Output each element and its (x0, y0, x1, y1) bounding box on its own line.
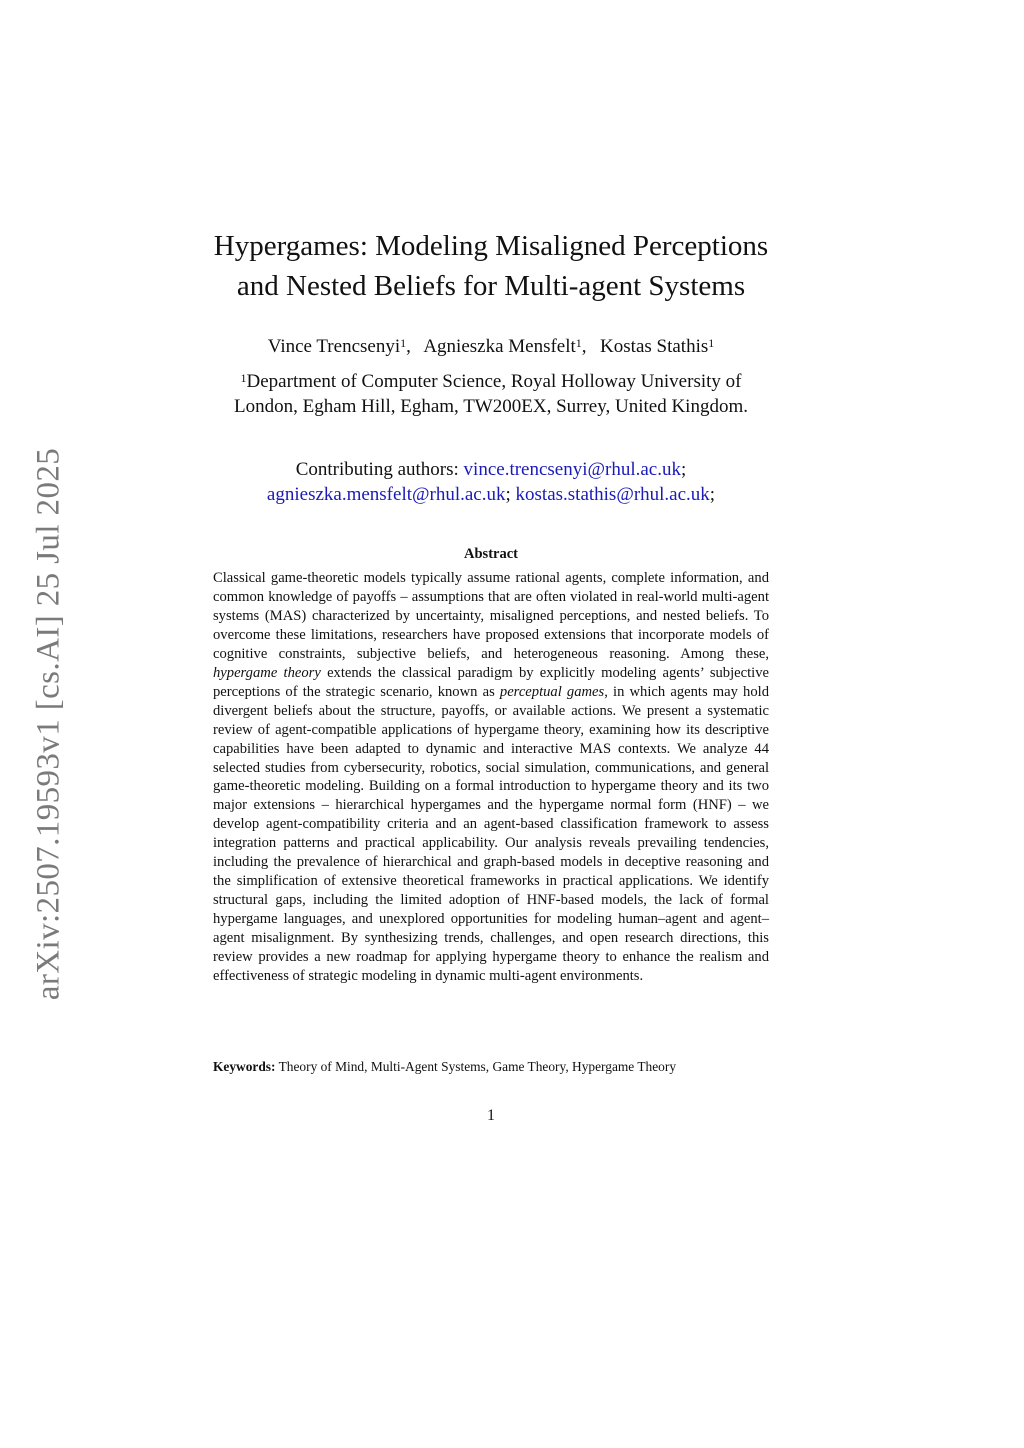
author-affiliation-marker: 1 (575, 336, 582, 350)
author-name: Vince Trencsenyi (267, 336, 401, 357)
arxiv-identifier-text: arXiv:2507.19593v1 [cs.AI] 25 Jul 2025 (30, 447, 67, 1001)
abstract-body: Classical game-theoretic models typically assume rational agents, complete information, and common knowledge of payoffs – assumptions that are often violated in real-world multi-agent systems (MAS) characterized by uncertainty, misaligned perceptions, and nested beliefs. To overcome these limitations, researchers have proposed extensions that incorporate models of cognitive constraints, subjective beliefs, and heterogeneous reasoning. Among these, hypergame theory extends the classical paradigm by explicitly modeling agents’ subjective perceptions of the strategic scenario, known as perceptual games, in which agents may hold divergent beliefs about the structure, payoffs, or available actions. We present a systematic review of agent-compatible applications of hypergame theory, examining how its descriptive capabilities have been adapted to dynamic and interactive MAS contexts. We analyze 44 selected studies from cybersecurity, robotics, social simulation, communications, and general game-theoretic modeling. Building on a formal introduction to hypergame theory and its two major extensions – hierarchical hypergames and the hypergame normal form (HNF) – we develop agent-compatibility criteria and an agent-based classification framework to assess integration patterns and practical applicability. Our analysis reveals prevailing tendencies, including the prevalence of hierarchical and graph-based models in deceptive reasoning and the simplification of extensive theoretical frameworks in practical applications. We identify structural gaps, including the limited adoption of HNF-based models, the lack of formal hypergame languages, and unexplored opportunities for modeling human–agent and agent–agent misalignment. By synthesizing trends, challenges, and open research directions, this review provides a new roadmap for applying hypergame theory to enhance the realism and effectiveness of strategic modeling in dynamic multi-agent environments. (213, 570, 769, 985)
affiliation-line-2: London, Egham Hill, Egham, TW200EX, Surrey, United Kingdom. (234, 396, 748, 417)
author-list: Vince Trencsenyi$^1$, Agnieszka Mensfelt$^1$, Kostas Stathis$^1$ (267, 336, 715, 357)
author-affiliation-marker: 1 (400, 336, 407, 350)
arxiv-identifier-stamp (18, 435, 80, 1013)
page-number: 1 (487, 1107, 495, 1124)
affiliation-marker: 1 (240, 371, 247, 385)
email-link-trencsenyi[interactable]: vince.trencsenyi@rhul.ac.uk (463, 459, 681, 480)
paper-title-line-1: Hypergames: Modeling Misaligned Perceptions (213, 230, 769, 262)
paper-title-line-2: and Nested Beliefs for Multi-agent Systems (236, 270, 746, 302)
emphasis-hypergame-theory: hypergame theory (213, 664, 321, 681)
paper-title (203, 226, 779, 306)
keywords-label: Keywords: (213, 1059, 276, 1074)
author-name: Kostas Stathis (600, 336, 709, 357)
emphasis-perceptual-games: perceptual games (499, 683, 605, 700)
author-affiliation-marker: 1 (708, 336, 715, 350)
contributing-authors: Contributing authors: vince.trencsenyi@rhul.ac.uk; agnieszka.mensfelt@rhul.ac.uk; kostas.stathis@rhul.ac.uk; (266, 459, 716, 505)
author (423, 336, 581, 357)
affiliation-text-1: Department of Computer Science, Royal Holloway University of (246, 371, 742, 392)
author (268, 336, 406, 357)
email-link-mensfelt[interactable]: agnieszka.mensfelt@rhul.ac.uk (266, 484, 506, 505)
abstract-heading: Abstract (464, 546, 518, 562)
keywords (213, 1058, 769, 1076)
affiliation (203, 369, 779, 419)
email-link-stathis[interactable]: kostas.stathis@rhul.ac.uk (515, 484, 710, 505)
author (600, 336, 714, 357)
affiliation-line-1 (203, 369, 779, 394)
contributing-label: Contributing authors: (295, 459, 459, 480)
author-name: Agnieszka Mensfelt (423, 336, 576, 357)
keywords-text: Theory of Mind, Multi-Agent Systems, Game Theory, Hypergame Theory (278, 1059, 677, 1074)
